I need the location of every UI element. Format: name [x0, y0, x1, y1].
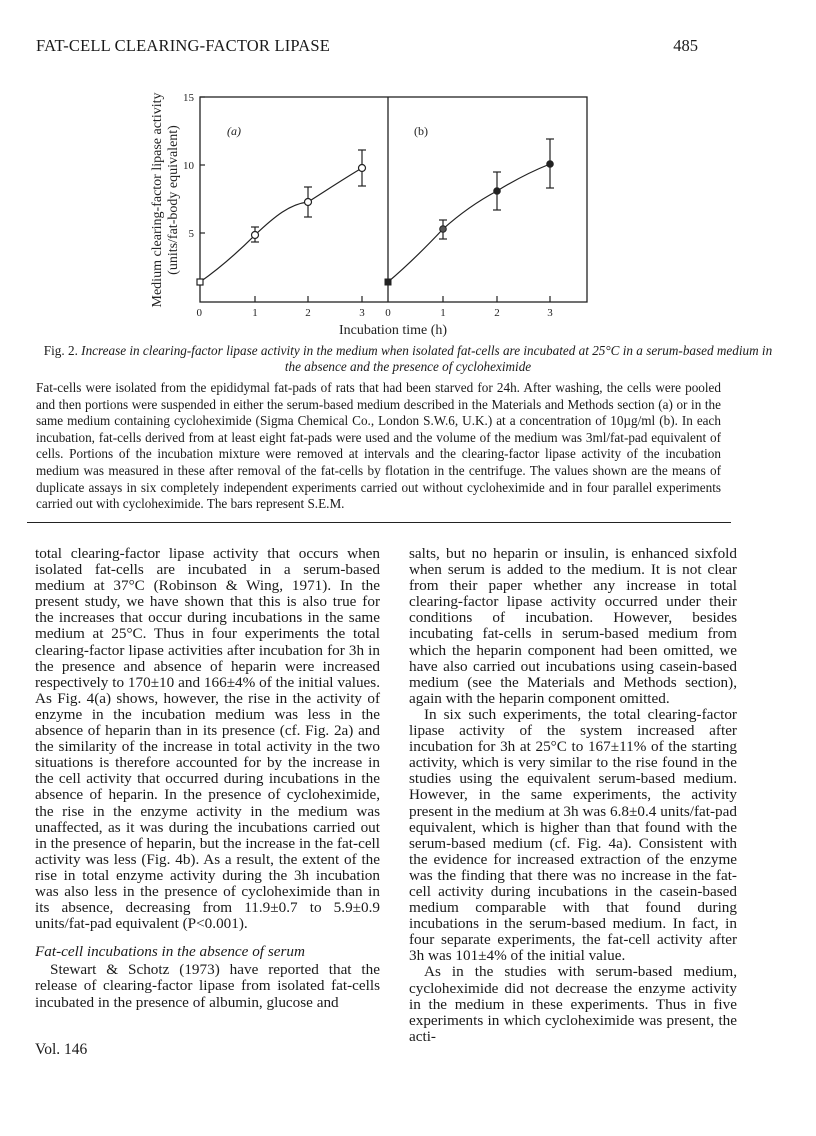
left-paragraph-2: Stewart & Schotz (1973) have reported that the release of clearing-factor lipase from isolated fat-cells incubated in the presence of albumin, glucose and	[35, 961, 380, 1011]
right-paragraph-1: salts, but no heparin or insulin, is enhanced sixfold when serum is added to the medium. It is not clear from their paper whether any increase in total clearing-factor lipase activity occurred under their conditions of incubation. However, besides incubating fat-cells in serum-based medium from which the heparin component had been omitted, we have also carried out incubations using casein-based medium (see the Materials and Methods section), again with the heparin component omitted.	[409, 545, 737, 707]
section-subheading: Fat-cell incubations in the absence of serum	[35, 943, 305, 961]
running-head	[36, 36, 780, 60]
y-axis-title	[150, 93, 181, 308]
journal-volume: Vol. 146	[35, 1041, 88, 1058]
svg-text:0: 0	[196, 307, 202, 319]
figure-caption	[36, 343, 780, 375]
right-paragraph-3: As in the studies with serum-based medium, cycloheximide did not decrease the enzyme activity in the medium in these experiments. Thus in five experiments in which cycloheximide was present, the acti-	[409, 963, 737, 1045]
svg-text:3: 3	[359, 307, 365, 319]
section-divider-right	[405, 522, 731, 523]
page-number: 485	[673, 36, 698, 55]
svg-text:1: 1	[440, 307, 446, 319]
svg-text:2: 2	[305, 307, 311, 319]
figure-legend	[36, 380, 721, 513]
panel-a-label: (a)	[227, 124, 241, 138]
left-column	[35, 546, 380, 1011]
panel-b-markers	[385, 161, 553, 285]
figure-title: Increase in clearing-factor lipase activity in the medium when isolated fat-cells are incubated at 25°C in a serum-based medium in the absence and the presence of cycloheximide	[81, 343, 773, 374]
figure-2-chart	[140, 82, 600, 342]
svg-text:2: 2	[494, 307, 500, 319]
figure-legend-text: Fat-cells were isolated from the epididymal fat-pads of rats that had been starved for 24h. After washing, the cells were pooled and then portions were suspended in either the serum-based medium described in the Materials and Methods section (a) or in the same medium containing cycloheximide (Sigma Chemical Co., London S.W.6, U.K.) at a concentration of 10µg/ml (b). In each incubation, fat-cells derived from at least eight fat-pads were used and the volume of the medium was 3ml/fat-pad equivalent of cells. Portions of the incubation mixture were removed at intervals and the clearing-factor lipase activity of the incubation medium was measured in these after removal of the fat-cells by flotation in the centrifuge. The values shown are the means of duplicate assays in six completely independent experiments carried out without cycloheximide and in four parallel experiments carried out with cycloheximide. The bars represent S.E.M.	[36, 380, 721, 512]
svg-text:Medium clearing-factor lipase: Medium clearing-factor lipase activity	[150, 92, 165, 308]
svg-text:5: 5	[188, 228, 194, 240]
panel-b-series	[388, 139, 554, 282]
y-axis-ticks	[200, 97, 205, 233]
figure-label: Fig. 2.	[43, 343, 78, 358]
right-column	[409, 546, 737, 1045]
svg-text:1: 1	[252, 307, 258, 319]
svg-text:15: 15	[183, 92, 194, 104]
running-title: FAT-CELL CLEARING-FACTOR LIPASE	[36, 36, 331, 55]
panel-a-series	[200, 150, 366, 282]
x-axis-title: Incubation time (h)	[338, 323, 448, 338]
x-tick-labels	[252, 307, 553, 319]
svg-text:0: 0	[385, 307, 391, 319]
right-paragraph-2: In six such experiments, the total clearing-factor lipase activity of the system increased after incubation for 3h at 25°C to 167±11% of the starting activity, which is very similar to the rise found in the studies using the equivalent serum-based medium. However, in the same experiments, the activity present in the medium at 3h was 6.8±0.4 units/fat-pad equivalent, which is higher than that found with the serum-based medium (cf. Fig. 4a). Consistent with the evidence for increased extraction of the enzyme was the finding that there was no increase in the fat-cell activity during incubations in the casein-based medium comparable with that found during incubations in the serum-based medium. In fact, in four separate experiments, the fat-cell activity after 3h was 101±4% of the initial value.	[409, 705, 737, 965]
x-axis-ticks	[255, 296, 550, 302]
figure-2	[140, 82, 600, 342]
panel-a-markers	[197, 165, 366, 286]
panel-b-label: (b)	[414, 124, 428, 138]
plot-frame	[200, 97, 587, 302]
left-paragraph-1: total clearing-factor lipase activity that occurs when isolated fat-cells are incubated in a serum-based medium at 37°C (Robinson & Wing, 1971). In the present study, we have shown that this is also true for the increases that occur during incubations in the same medium at 25°C. Thus in four experiments the total clearing-factor lipase activities after incubation for 3h in the presence and absence of heparin were increased respectively to 170±10 and 166±4% of the initial values. As Fig. 4(a) shows, however, the rise in the activity of enzyme in the incubation medium was less in the absence of heparin than in its presence (cf. Fig. 2a) and the similarity of the increase in total activity in the two situations is therefore accounted for by the increase in the cell activity that occurred during incubations in the absence of heparin. In the presence of cycloheximide, the rise in the enzyme activity in the medium was unaffected, as it was during the incubations carried out in the presence of heparin, but the increase in the fat-cell activity was less (Fig. 4b). As a result, the extent of the rise in total enzyme activity during the 3h incubation was also less in the presence of cycloheximide than in its absence, decreasing from 11.9±0.7 to 5.9±0.9 units/fat-pad equivalent (P<0.001).	[35, 545, 380, 933]
svg-text:(units/fat-body equivalent): (units/fat-body equivalent)	[166, 125, 181, 275]
svg-text:10: 10	[183, 160, 194, 172]
svg-text:3: 3	[547, 307, 553, 319]
